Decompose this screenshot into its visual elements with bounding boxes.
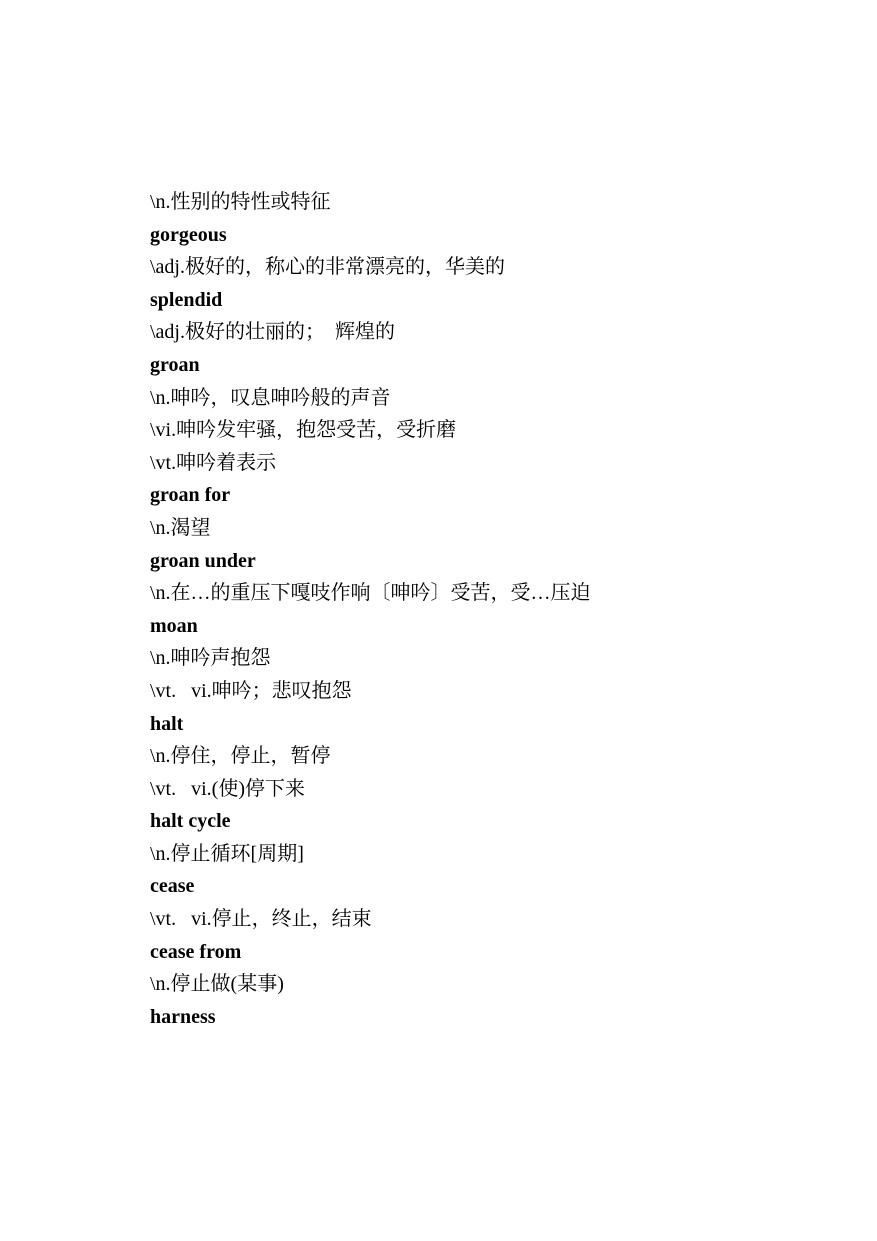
headword-line: harness [150,1005,216,1028]
headword-line: moan [150,614,198,637]
definition-line: \adj.极好的壮丽的； 辉煌的 [150,321,395,344]
headword-line: splendid [150,288,223,311]
definition-line: \n.在…的重压下嘎吱作响〔呻吟〕受苦，受…压迫 [150,582,591,605]
headword-line: cease from [150,940,242,963]
definition-line: \n.性别的特性或特征 [150,191,331,213]
headword-line: gorgeous [150,223,227,246]
definition-line: \n.停住，停止，暂停 [150,745,331,768]
headword-line: halt [150,712,184,735]
headword-line: groan [150,353,200,376]
definition-line: \vt.呻吟着表示 [150,451,277,474]
definition-line: \n.停止做(某事) [150,973,284,996]
definition-line: \adj.极好的，称心的非常漂亮的，华美的 [150,256,505,279]
headword-line: groan for [150,484,231,507]
headword-line: groan under [150,549,256,572]
definition-line: \vi.呻吟发牢骚，抱怨受苦，受折磨 [150,419,457,442]
headword-line: cease [150,875,195,898]
headword-line: halt cycle [150,810,231,833]
definition-line: \n.渴望 [150,516,211,539]
definition-line: \vt. vi.(使)停下来 [150,777,305,800]
definition-line: \vt. vi.呻吟；悲叹抱怨 [150,679,352,702]
vocabulary-list [150,186,830,1033]
definition-line: \n.停止循环[周期] [150,842,304,865]
definition-line: \n.呻吟声抱怨 [150,647,271,670]
definition-line: \vt. vi.停止，终止，结束 [150,908,372,931]
definition-line: \n.呻吟，叹息呻吟般的声音 [150,386,391,409]
